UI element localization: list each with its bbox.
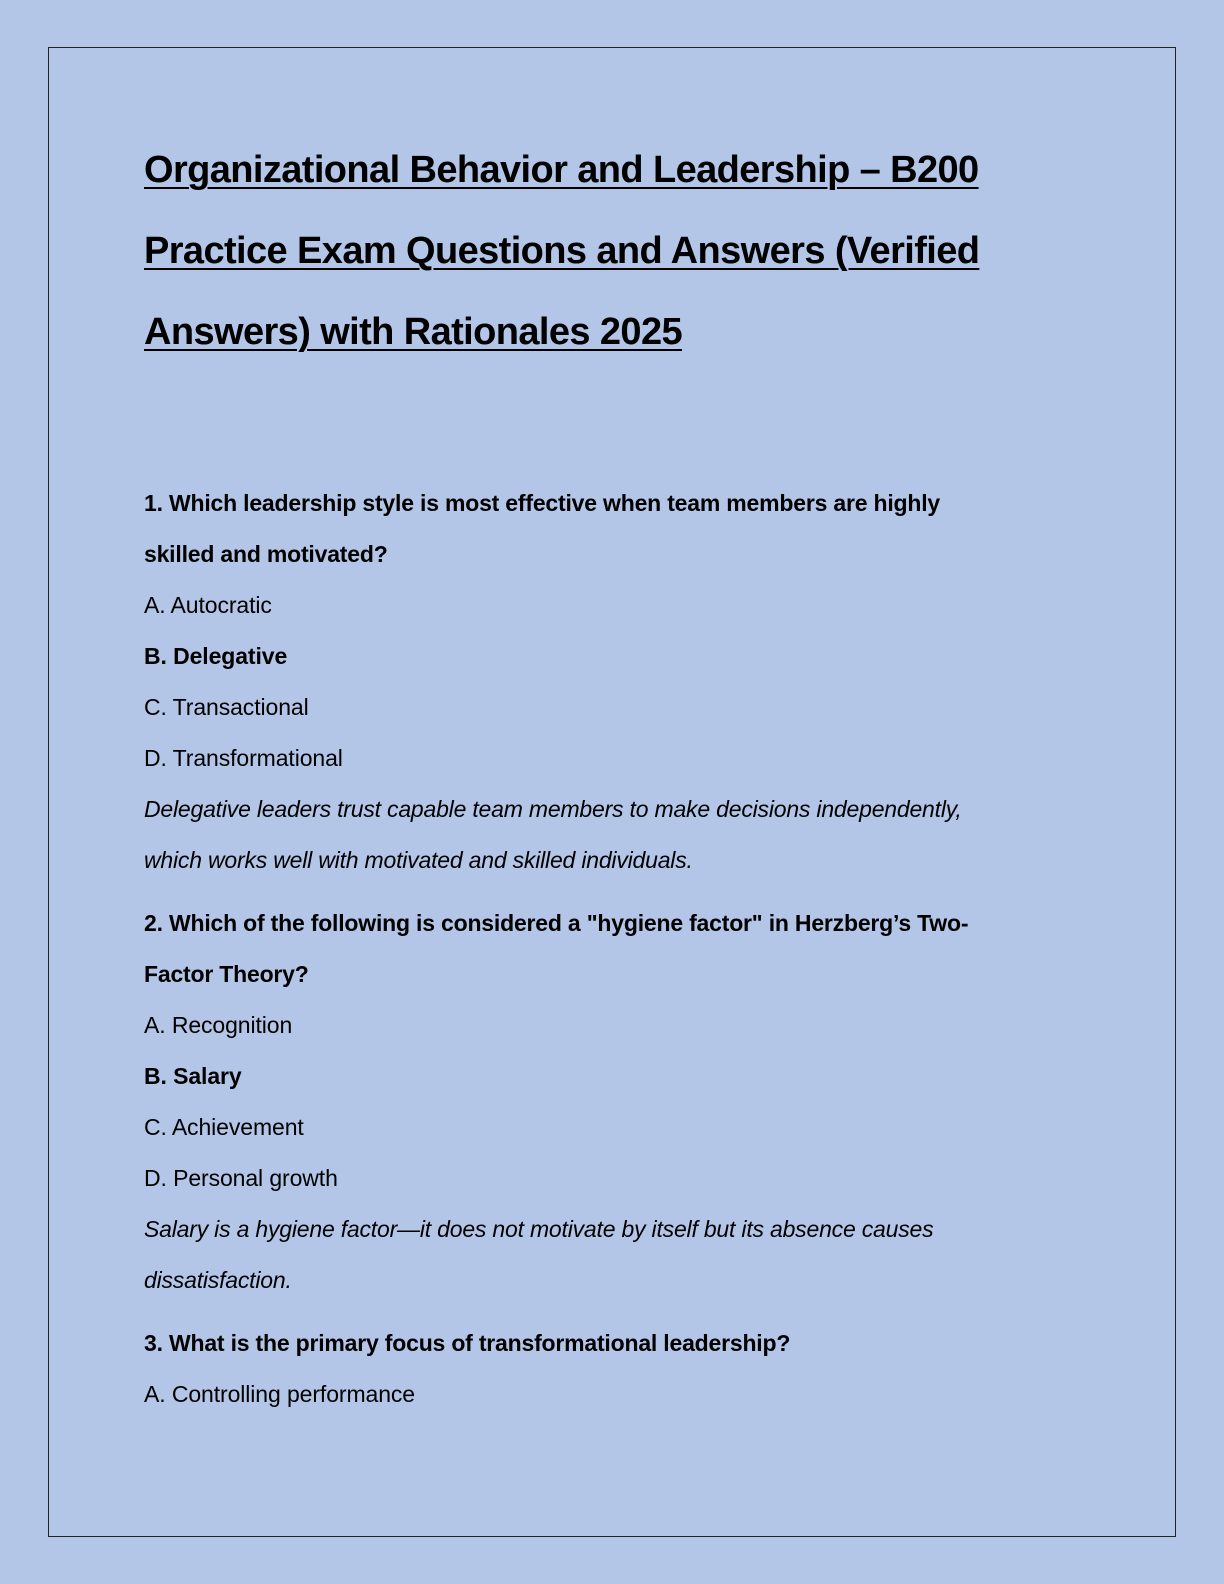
rationale-text: dissatisfaction. — [144, 1267, 292, 1293]
title-line: Practice Exam Questions and Answers (Verified — [144, 230, 980, 272]
question-list — [144, 485, 1104, 1439]
rationale-text: Salary is a hygiene factor—it does not motivate by itself but its absence causes — [144, 1216, 934, 1242]
question-text: 1. Which leadership style is most effective when team members are highly — [144, 490, 940, 516]
question-text: 2. Which of the following is considered a "hygiene factor" in Herzberg’s Two- — [144, 910, 969, 936]
title-line: Answers) with Rationales 2025 — [144, 311, 683, 353]
answer-option: D. Transformational — [144, 745, 343, 771]
title-line: Organizational Behavior and Leadership – B200 — [144, 149, 979, 191]
answer-option: C. Transactional — [144, 694, 309, 720]
question-3 — [144, 1325, 1104, 1427]
answer-option: A. Autocratic — [144, 592, 272, 618]
answer-option: C. Achievement — [144, 1114, 304, 1140]
question-text: Factor Theory? — [144, 961, 309, 987]
rationale-text: which works well with motivated and skilled individuals. — [144, 847, 693, 873]
question-2 — [144, 905, 1104, 1313]
question-text: 3. What is the primary focus of transformational leadership? — [144, 1330, 791, 1356]
correct-answer-option: B. Salary — [144, 1063, 242, 1089]
answer-option: A. Recognition — [144, 1012, 293, 1038]
correct-answer-option: B. Delegative — [144, 643, 288, 669]
question-text: skilled and motivated? — [144, 541, 388, 567]
answer-option: A. Controlling performance — [144, 1381, 415, 1407]
document-title — [144, 140, 1084, 383]
question-1 — [144, 485, 1104, 893]
answer-option: D. Personal growth — [144, 1165, 338, 1191]
rationale-text: Delegative leaders trust capable team members to make decisions independently, — [144, 796, 962, 822]
